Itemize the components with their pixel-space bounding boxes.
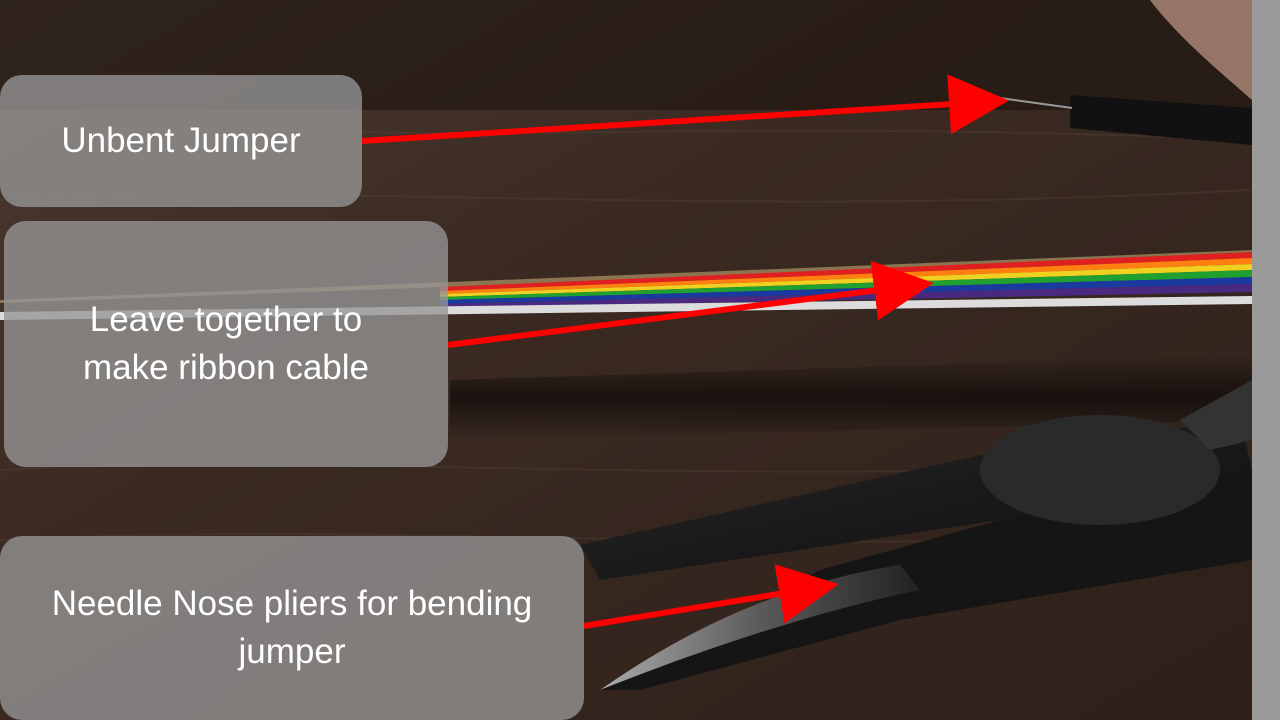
slide-right-band — [1252, 0, 1280, 720]
callout-text: make ribbon cable — [83, 348, 369, 387]
callout-unbent-jumper — [0, 75, 362, 207]
callout-text: Unbent Jumper — [61, 121, 301, 160]
callout-text: Needle Nose pliers for bending — [51, 584, 533, 623]
callout-text: jumper — [238, 632, 346, 671]
callout-text: Leave together to — [89, 300, 363, 339]
callout-needle-nose-pliers — [0, 536, 584, 720]
callout-ribbon-cable — [4, 221, 448, 467]
